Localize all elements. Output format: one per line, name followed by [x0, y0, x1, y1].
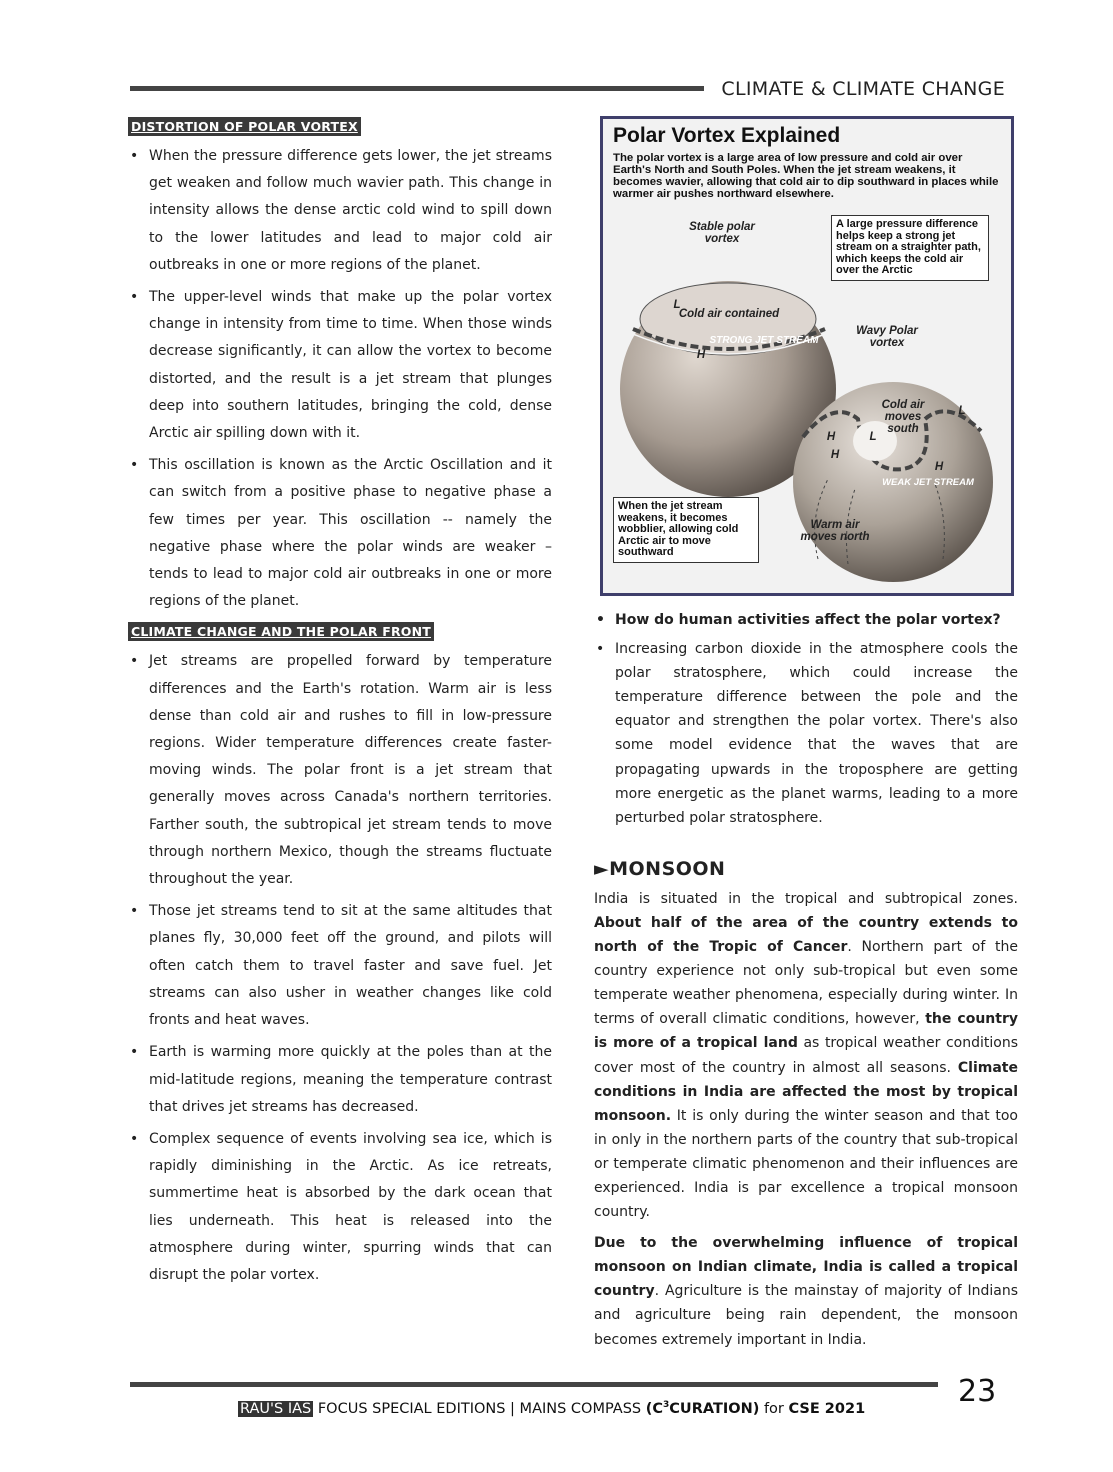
chapter-title: CLIMATE & CLIMATE CHANGE [721, 78, 1005, 100]
list-item: • This oscillation is known as the Arctic Oscillation and it can switch from a positive phase to negative phase a few times per year. This oscillation -- namely the negative phase where the polar winds are weaker – tends to lead to major cold air outbreaks in one or more regions of the planet. [128, 452, 552, 615]
text-run: . Northern part of the country experience not only sub-tropical but even some temperate weather phenomena, especially during winter. In terms of overall climatic conditions, however, [594, 939, 1018, 1028]
list-item: • Increasing carbon dioxide in the atmosphere cools the polar stratosphere, which could increase the temperature difference between the pole and the equator and strengthen the polar vortex. There's also some model evidence that the waves that are propagating upwards in the troposphere are getting more energetic as the planet warms, leading to a more perturbed polar stratosphere. [594, 637, 1018, 830]
list-item: • Earth is warming more quickly at the poles than at the mid-latitude regions, meaning the temperature contrast that drives jet streams has decreased. [128, 1039, 552, 1121]
low-pressure-marker: L [958, 405, 966, 417]
pressure-difference-box: A large pressure difference helps keep a strong jet stream on a straighter path, which keeps the cold air over the Arctic [831, 215, 989, 281]
figure-title: Polar Vortex Explained [613, 124, 841, 147]
list-item: • The upper-level winds that make up the polar vortex change in intensity from time to time. When those winds decrease significantly, it can allow the vortex to become distorted, and the result is a jet stream that plunges deep into southern latitudes, bringing the cold, dense Arctic air spilling down with it. [128, 284, 552, 447]
text-run: India is situated in the tropical and subtropical zones. [594, 890, 1018, 907]
low-pressure-marker: L [869, 431, 877, 443]
text-run: as tropical weather conditions cover most of the country in almost all seasons. [594, 1035, 1018, 1076]
footer-bold: CURATION) [669, 1400, 760, 1417]
list-item: • Jet streams are propelled forward by temperature differences and the Earth's rotation. Warm air is less dense than cold air and rushes to fill in low-pressure regions. Wider temperature differences create faster-moving winds. The polar front is a jet stream that generally moves across Canada's northern territories. Farther south, the subtropical jet stream tends to move through northern Mexico, though the streams fluctuate throughout the year. [128, 648, 552, 893]
figure-intro: The polar vortex is a large area of low pressure and cold air over Earth's North and South Poles. When the jet stream weakens, it becomes wavier, allowing that cold air to dip southward in places while warmer air pushes northward elsewhere. [613, 152, 999, 200]
bold-run: About half of the area of the country extends to north of the Tropic of Cancer [594, 914, 1018, 956]
jet-weakens-box: When the jet stream weakens, it becomes wobblier, allowing cold Arctic air to move southward [613, 497, 759, 563]
high-pressure-marker: H [934, 461, 944, 473]
list-item: • When the pressure difference gets lower, the jet streams get weaken and follow much wavier path. This change in intensity allows the dense arctic cold wind to spill down to the lower latitudes and lead to major cold air outbreaks in one or more regions of the planet. [128, 143, 552, 279]
high-pressure-marker: H [830, 449, 840, 461]
list-item: • Complex sequence of events involving sea ice, which is rapidly diminishing in the Arctic. As ice retreats, summertime heat is absorbed by the dark ocean that lies underneath. This heat is released into the atmosphere during winter, spurring winds that can disrupt the polar vortex. [128, 1126, 552, 1289]
monsoon-paragraph-1 [594, 887, 1018, 1224]
footer [238, 1400, 865, 1417]
cold-contained-label: Cold air contained [678, 308, 780, 320]
warm-moves-north-label: Warm air moves north [800, 519, 870, 543]
strong-jet-stream-label: STRONG JET STREAM [709, 335, 819, 346]
high-pressure-marker: H [826, 431, 836, 443]
polar-front-list [128, 648, 552, 1289]
bold-run: the country is more of a tropical land [594, 1011, 1018, 1052]
brand-label: RAU'S IAS [240, 1400, 312, 1417]
bold-run: Due to the overwhelming influence of tropical monsoon on Indian climate, India is called a tropical country [594, 1235, 1018, 1300]
weak-jet-stream-label: WEAK JET STREAM [882, 477, 974, 488]
text-run: . Agriculture is the mainstay of majority of Indians and agriculture being rain dependent, the monsoon becomes extremely important in India. [594, 1283, 1018, 1348]
human-activities-list [594, 608, 1018, 830]
left-column [128, 116, 552, 1294]
bold-run: Climate conditions in India are affected the most by tropical monsoon. [594, 1059, 1018, 1124]
list-item: • How do human activities affect the polar vortex? [594, 608, 1018, 632]
footer-text: for [759, 1400, 789, 1417]
top-rule [130, 86, 704, 91]
cold-moves-south-label: Cold air moves south [881, 399, 925, 435]
footer-bold: (C [645, 1400, 664, 1417]
distortion-list [128, 143, 552, 615]
wavy-vortex-label: Wavy Polar vortex [856, 325, 918, 349]
section-heading-polar-front: CLIMATE CHANGE AND THE POLAR FRONT [128, 622, 434, 641]
footer-bold: CSE 2021 [788, 1400, 866, 1417]
list-item: • Those jet streams tend to sit at the same altitudes that planes fly, 30,000 feet off the ground, and pilots will often catch them to travel faster and save fuel. Jet streams can also usher in weather changes like cold fronts and heat waves. [128, 898, 552, 1034]
high-pressure-marker: H [696, 349, 706, 361]
monsoon-paragraph-2 [594, 1231, 1018, 1351]
footer-text: FOCUS SPECIAL EDITIONS | MAINS COMPASS [313, 1400, 646, 1417]
polar-vortex-figure [600, 116, 1014, 596]
section-heading-distortion: DISTORTION OF POLAR VORTEX [128, 117, 361, 136]
monsoon-heading: ►MONSOON [594, 857, 726, 880]
text-run: It is only during the winter season and that too in only in the northern parts of the country that sub-tropical or temperate climatic phenomenon and their influences are experienced. India is par excellence a tropical monsoon country. [594, 1107, 1018, 1221]
right-column [594, 116, 1018, 1352]
stable-vortex-label: Stable polar vortex [689, 221, 755, 245]
bottom-rule [130, 1382, 938, 1387]
footer-superscript: 3 [663, 1400, 670, 1410]
low-pressure-marker: L [673, 299, 681, 311]
page-number: 23 [958, 1374, 997, 1409]
